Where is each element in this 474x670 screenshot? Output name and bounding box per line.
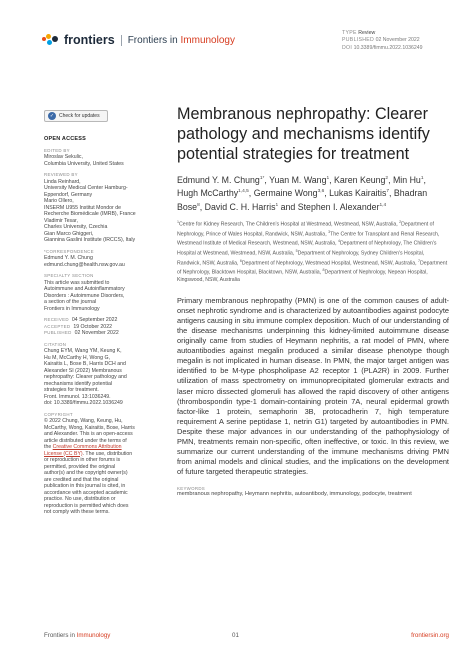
affiliation-text: Centre for Kidney Research, The Children's Hospital at Westmead, Westmead, NSW, Australia,	[179, 221, 400, 228]
affiliation-number: 7	[418, 258, 421, 263]
article-sidebar	[44, 136, 140, 516]
affiliation-text: Department of Nephrology, Sydney Children's Hospital, Randwick, NSW, Australia,	[177, 250, 425, 267]
author-name[interactable]: Lukas Kairaitis	[329, 188, 387, 199]
affiliation-text: Department of Nephrology, The Children's Hospital at Westmead, Westmead, NSW, Australia,	[177, 241, 437, 257]
affiliation-text: Department of Nephrology, Nepean Hospital, Kingswood, NSW, Australia	[177, 269, 428, 283]
journal-name: Frontiers in Immunology	[127, 34, 235, 46]
affiliation-number: 2	[399, 219, 402, 224]
correspondence-text: Edmund Y. M. Chung edmund.chung@health.nsw.gov.au	[44, 255, 125, 268]
affiliations	[177, 219, 449, 284]
author-affiliation-mark: 1,4	[379, 202, 387, 208]
citation-label: CITATION	[44, 341, 67, 347]
author-affiliation-mark: 1	[275, 202, 279, 208]
reviewed-by-text: Linda Reinhard, University Medical Center Hamburg- Eppendorf, Germany Mario Ollero, INSERM U955 Institut Mondor de Recherche Biomédicale (IMRB), France Vladimir Tesar, Charles University, Czechia Gian Marco Ghiggeri, Giannina Gaslini Institute (IRCCS), Italy	[44, 178, 136, 243]
author-name[interactable]: Edmund Y. M. Chung	[177, 174, 260, 185]
author-name[interactable]: and Stephen I. Alexander	[280, 201, 380, 212]
frontiers-logo-icon	[42, 34, 60, 46]
affiliation-text: Department of Nephrology, Blacktown Hospital, Blacktown, NSW, Australia,	[177, 260, 448, 276]
published-label: PUBLISHED	[342, 37, 375, 44]
copyright-label: COPYRIGHT	[44, 411, 73, 417]
published-value: 02 November 2022	[375, 37, 420, 44]
affiliation-number: 3	[328, 229, 331, 234]
footer-journal: Frontiers in Immunology	[44, 632, 111, 639]
author-list: Edmund Y. M. Chung$^{1*}$, Yuan M. Wang$^1$, Karen Keung$^2$, Min Hu$^1$, Hugh McCarthy$^{1,4,5}$, Germaine Wong$^{3,6}$, Lukas Kairaitis$^7$, Bhadran Bose$^8$, David C. H. Harris$^1$ and Stephen I. Alexander$^{1,4}$	[177, 174, 428, 212]
keywords-text: membranous nephropathy, Heymann nephritis, autoantibody, immunology, podocyte, treatment	[177, 491, 412, 498]
frontiers-logo[interactable]	[42, 33, 235, 47]
specialty-section-text: This article was submitted to Autoimmune and Autoinflammatory Disorders : Autoimmune Disorders, a section of the journal Frontiers in Immunology	[44, 279, 125, 312]
author-name[interactable]: Yuan M. Wang	[269, 174, 327, 185]
author-name[interactable]: David C. H. Harris	[204, 201, 276, 212]
received-label: RECEIVED	[44, 317, 69, 322]
received-value: 04 September 2022	[71, 317, 118, 323]
author-name[interactable]: Karen Keung	[334, 174, 386, 185]
author-name[interactable]: Min Hu	[392, 174, 421, 185]
accepted-value: 19 October 2022	[73, 323, 112, 330]
author-affiliation-mark: 3,6	[317, 189, 325, 195]
open-access-label: OPEN ACCESS	[44, 136, 87, 142]
affiliation-number: 1	[177, 219, 179, 224]
copyright-text: © 2022 Chung, Wang, Keung, Hu, McCarthy, Wong, Kairaitis, Bose, Harris and Alexander. This is an open-access article distributed under the terms of the Creative Commons Attribution License (CC BY). The use, distribution or reproduction in other forums is permitted, provided the original author(s) and the copyright owner(s) are credited and that the original publication in this journal is cited, in accordance with accepted academic practice. No use, distribution or reproduction is permitted which does not comply with these terms.	[44, 418, 135, 515]
brand-name: frontiers	[64, 33, 115, 47]
edited-by-label: EDITED BY	[44, 147, 70, 153]
abstract: Primary membranous nephropathy (PMN) is one of the common causes of adult-onset nephrotic syndrome and is characterized by autoantibodies against podocyte antigens causing in situ immune complex deposition. Much of our understanding of the disease mechanisms underpinning this kidney-limited autoimmune disease originally came from studies of Heymann nephritis, a rat model of PMN, where autoantibodies against megalin produced a similar disease phenotype though megalin is not implicated in human disease. In PMN, the major target antigen was identified to be M-type phospholipase A2 receptor 1 (PLA2R) in 2009. Further utilization of mass spectrometry on immunoprecipitated glomerular extracts and laser micro dissected glomeruli has allowed the rapid discovery of other antigens (thrombospondin type-1 domain-containing protein 7A, neural epidermal growth factor-like 1 protein, semaphorin 3B, protocadherin 7, high temperature requirement A serine peptidase 1, netrin G1) targeted by autoantibodies in PMN. Despite these major advances in our understanding of the pathophysiology of PMN, treatments remain non-specific, often ineffective, or toxic. In this review, we summarize our current understanding of the immune mechanisms driving PMN from animal models and clinical studies, and the implications on the development of future targeted therapeutic strategies.	[177, 295, 449, 477]
author-affiliation-mark: 1,4,5	[238, 189, 249, 195]
sidebar-published-value: 02 November 2022	[74, 330, 119, 336]
author-name[interactable]: Hugh McCarthy	[177, 188, 239, 199]
footer-site-link[interactable]: frontiersin.org	[411, 632, 449, 639]
check-updates-icon: ✓	[49, 113, 55, 119]
author-affiliation-mark: 1	[420, 176, 424, 181]
doi-value[interactable]: 10.3389/fimmu.2022.1036249	[353, 44, 423, 51]
article-title: Membranous nephropathy: Clearer pathology and mechanisms identify potential strategies for treatment	[177, 105, 430, 163]
affiliation-text: Department of Nephrology, Westmead Hospital, Westmead, NSW, Australia,	[241, 260, 419, 267]
type-value: Review	[358, 30, 376, 36]
author-name[interactable]: Germaine Wong	[253, 188, 318, 199]
affiliation-text: The Centre for Transplant and Renal Research, Westmead Institute of Medical Research, Westmead, NSW, Australia,	[177, 231, 440, 247]
page-number: 01	[232, 632, 239, 639]
cc-by-license-link[interactable]: Creative Commons Attribution License (CC BY)	[44, 444, 122, 457]
correspondence-label: *CORRESPONDENCE	[44, 248, 94, 254]
specialty-section-label: SPECIALTY SECTION	[44, 273, 94, 278]
author-affiliation-mark: 1*	[259, 176, 265, 181]
author-affiliation-mark: 7	[386, 189, 390, 195]
citation-text: Chung EYM, Wang YM, Keung K, Hu M, McCarthy H, Wong G, Kairaitis L, Bose B, Harris DCH and Alexander SI (2022) Membranous nephropathy: Clearer pathology and mechanisms identify potential strategies for treatment. Front. Immunol. 13:1036249. doi: 10.3389/fimmu.2022.1036249	[44, 348, 127, 406]
sidebar-published-label: PUBLISHED	[44, 330, 72, 335]
divider	[121, 35, 122, 46]
affiliation-number: 4	[337, 239, 340, 244]
doi-label: DOI	[342, 44, 353, 51]
page-header	[0, 0, 474, 56]
reviewed-by-label: REVIEWED BY	[44, 172, 78, 177]
edited-by-text: Miroslav Sekulic, Columbia University, United States	[44, 154, 124, 167]
accepted-label: ACCEPTED	[44, 323, 71, 329]
affiliation-number: 8	[322, 268, 325, 273]
article-dates	[44, 317, 140, 337]
check-for-updates-button[interactable]	[44, 110, 108, 122]
affiliation-text: Department of Nephrology, Prince of Wales Hospital, Randwick, NSW, Australia,	[177, 221, 434, 238]
author-name[interactable]: Bhadran Bose	[177, 188, 428, 212]
type-label: TYPE	[342, 30, 357, 36]
author-affiliation-mark: 8	[197, 202, 200, 208]
check-updates-label: Check for updates	[59, 113, 100, 119]
article-main	[177, 104, 449, 499]
article-meta	[342, 30, 423, 52]
keywords-label: KEYWORDS	[177, 486, 206, 492]
affiliation-number: 5	[295, 248, 298, 253]
author-affiliation-mark: 1	[326, 176, 330, 181]
affiliation-number: 6	[239, 258, 242, 263]
author-affiliation-mark: 2	[385, 176, 389, 181]
